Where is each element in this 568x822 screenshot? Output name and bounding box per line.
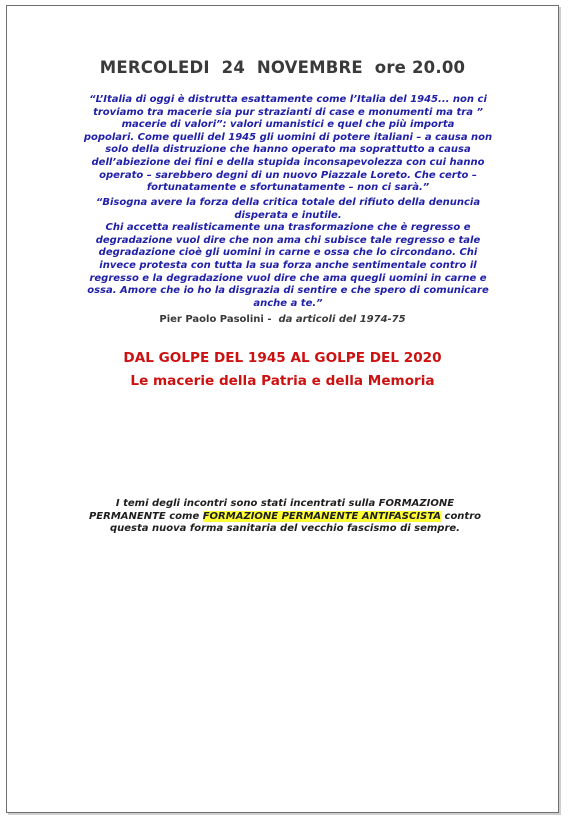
document-page bbox=[6, 5, 559, 813]
event-title: DAL GOLPE DEL 1945 AL GOLPE DEL 2020 bbox=[123, 350, 442, 366]
closing-line bbox=[85, 511, 485, 524]
quote-line: ossa. Amore che io ho la disgrazia di sentire e che spero di comunicare bbox=[87, 285, 489, 297]
closing-text: PERMANENTE come bbox=[88, 510, 203, 522]
quote-line: disperata e inutile. bbox=[234, 209, 342, 221]
quote-line: anche a te.” bbox=[253, 297, 323, 309]
quote-line: Chi accetta realisticamente una trasformazione che è regresso e bbox=[105, 222, 471, 234]
attribution-author: Pier Paolo Pasolini - bbox=[159, 314, 279, 325]
closing-paragraph bbox=[85, 498, 485, 536]
quote-line: macerie di valori”: valori umanistici e quel che più importa bbox=[121, 119, 455, 131]
pasolini-quote-2 bbox=[73, 197, 503, 310]
quote-line: dell’abiezione dei fini e della stupida inconsapevolezza con cui hanno bbox=[91, 156, 485, 168]
closing-line: questa nuova forma sanitaria del vecchio fascismo di sempre. bbox=[110, 523, 460, 535]
attribution-source: da articoli del 1974-75 bbox=[278, 314, 406, 325]
quote-line: invece protesta con tutta la sua forza anche sentimentale contro il bbox=[99, 259, 477, 271]
quote-line: degradazione cioè gli uomini in carne e ossa che lo circondano. Chi bbox=[98, 247, 478, 259]
quote-line: fortunatamente e sfortunatamente – non ci sarà.” bbox=[146, 182, 430, 194]
quote-line: “L’Italia di oggi è distrutta esattamente come l’Italia del 1945... non ci bbox=[89, 94, 487, 105]
quote-line: operato – sarebbero degni di un nuovo Piazzale Loreto. Che certo – bbox=[99, 169, 477, 181]
quote-line: troviamo tra macerie sia pur strazianti di case e monumenti ma tra ” bbox=[93, 106, 483, 118]
quote-line: regresso e la degradazione vuol dire che ama quegli uomini in carne e bbox=[89, 272, 487, 284]
event-date-heading: MERCOLEDI 24 NOVEMBRE ore 20.00 bbox=[99, 58, 466, 77]
quote-line: “Bisogna avere la forza della critica totale del rifiuto della denuncia bbox=[95, 197, 481, 208]
quote-attribution bbox=[7, 314, 558, 325]
quote-line: degradazione vuol dire che non ama chi subisce tale regresso e tale bbox=[95, 234, 481, 246]
pasolini-quote-1 bbox=[73, 94, 503, 195]
closing-line: I temi degli incontri sono stati incentrati sulla FORMAZIONE bbox=[115, 498, 455, 509]
quote-line: solo della distruzione che hanno operato ma soprattutto a causa bbox=[105, 144, 471, 156]
quote-line: popolari. Come quelli del 1945 gli uomini di potere italiani – a causa non bbox=[83, 131, 493, 143]
closing-text: contro bbox=[441, 510, 482, 522]
event-subtitle: Le macerie della Patria e della Memoria bbox=[130, 373, 435, 389]
highlighted-phrase: FORMAZIONE PERMANENTE ANTIFASCISTA bbox=[202, 510, 442, 522]
